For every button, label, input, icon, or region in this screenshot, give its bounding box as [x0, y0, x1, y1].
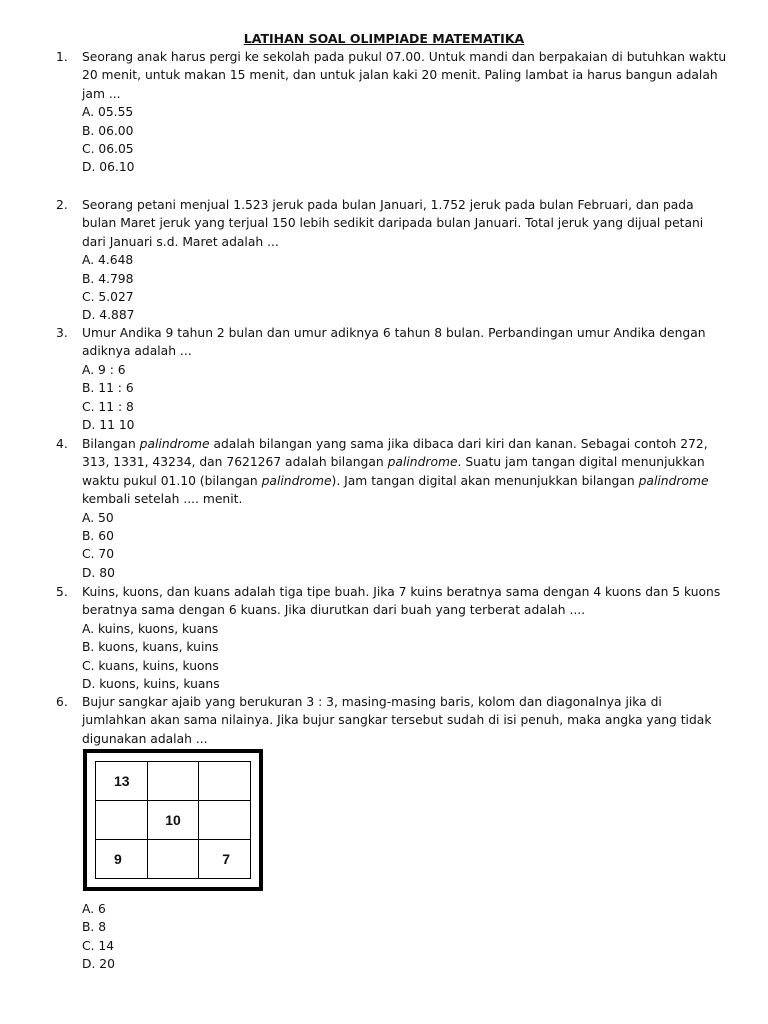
option-b: B. 8	[82, 920, 107, 935]
option-b: B. 60	[82, 529, 114, 544]
page-title: LATIHAN SOAL OLIMPIADE MATEMATIKA	[243, 31, 525, 46]
option-d: D. 06.10	[82, 160, 135, 175]
magic-square-cell: 9	[96, 840, 148, 879]
question-1	[56, 48, 728, 177]
magic-square	[83, 749, 263, 891]
option-c: C. 5.027	[82, 290, 134, 305]
question-4	[56, 435, 728, 582]
magic-square-cell	[147, 840, 199, 879]
option-a: A. 50	[82, 510, 114, 525]
option-c: C. kuans, kuins, kuons	[82, 658, 219, 673]
question-number: 1.	[56, 50, 68, 64]
option-a: A. 05.55	[82, 105, 134, 120]
question-2	[56, 196, 728, 325]
magic-square-cell	[199, 762, 251, 801]
magic-square-cell: 10	[147, 801, 199, 840]
magic-square-cell	[147, 762, 199, 801]
magic-square-cell: 7	[199, 840, 251, 879]
question-text: Bujur sangkar ajaib yang berukuran 3 : 3, masing-masing baris, kolom dan diagonalnya jika di jumlahkan akan sama nilainya. Jika bujur sangkar tersebut sudah di isi penuh, maka angka yang tidak digunakan adalah ...	[82, 695, 712, 746]
question-number: 3.	[56, 326, 68, 340]
option-a: A. kuins, kuons, kuans	[82, 621, 219, 636]
option-d: D. 11 10	[82, 418, 135, 433]
question-5	[56, 583, 728, 693]
option-a: A. 4.648	[82, 253, 134, 268]
magic-square-cell: 13	[96, 762, 148, 801]
option-c: C. 70	[82, 547, 115, 562]
option-c: C. 06.05	[82, 142, 134, 157]
question-number: 4.	[56, 437, 68, 451]
option-a: A. 6	[82, 902, 106, 916]
option-d: D. 4.887	[82, 308, 135, 323]
question-number: 5.	[56, 585, 68, 599]
question-text: Seorang petani menjual 1.523 jeruk pada bulan Januari, 1.752 jeruk pada bulan Februari, dan pada bulan Maret jeruk yang terjual 150 lebih sedikit daripada bulan Januari. Total jeruk yang dijual petani dari Januari s.d. Maret adalah ...	[82, 198, 704, 249]
magic-square-grid	[95, 761, 251, 879]
question-number: 6.	[56, 695, 68, 709]
question-6	[56, 693, 728, 748]
question-number: 2.	[56, 198, 68, 212]
question-text: Umur Andika 9 tahun 2 bulan dan umur adiknya 6 tahun 8 bulan. Perbandingan umur Andika dengan adiknya adalah ...	[82, 326, 706, 359]
magic-square-cell	[199, 801, 251, 840]
option-c: C. 11 : 8	[82, 399, 134, 414]
question-3	[56, 324, 728, 434]
question-text: Kuins, kuons, dan kuans adalah tiga tipe buah. Jika 7 kuins beratnya sama dengan 4 kuons dan 5 kuons beratnya sama dengan 6 kuans. Jika diurutkan dari buah yang terberat adalah ....	[82, 585, 721, 618]
option-b: B. kuons, kuans, kuins	[82, 640, 219, 655]
option-d: D. 20	[82, 957, 115, 972]
option-b: B. 11 : 6	[82, 381, 134, 396]
option-b: B. 4.798	[82, 271, 134, 286]
question-text: Seorang anak harus pergi ke sekolah pada pukul 07.00. Untuk mandi dan berpakaian di butuhkan waktu 20 menit, untuk makan 15 menit, dan untuk jalan kaki 20 menit. Paling lambat ia harus bangun adalah jam ...	[82, 50, 727, 101]
question-text: Bilangan palindrome adalah bilangan yang sama jika dibaca dari kiri dan kanan. Sebagai contoh 272, 313, 1331, 43234, dan 7621267 adalah bilangan palindrome. Suatu jam tangan digital menunjukkan waktu pukul 01.10 (bilangan palindrome). Jam tangan digital akan menunjukkan bilangan palindrome kembali setelah .... menit.	[82, 437, 709, 507]
option-b: B. 06.00	[82, 123, 134, 138]
question-6-options	[56, 900, 728, 974]
magic-square-cell	[96, 801, 148, 840]
option-a: A. 9 : 6	[82, 362, 126, 377]
option-c: C. 14	[82, 938, 115, 953]
option-d: D. kuons, kuins, kuans	[82, 677, 220, 692]
option-d: D. 80	[82, 565, 115, 580]
